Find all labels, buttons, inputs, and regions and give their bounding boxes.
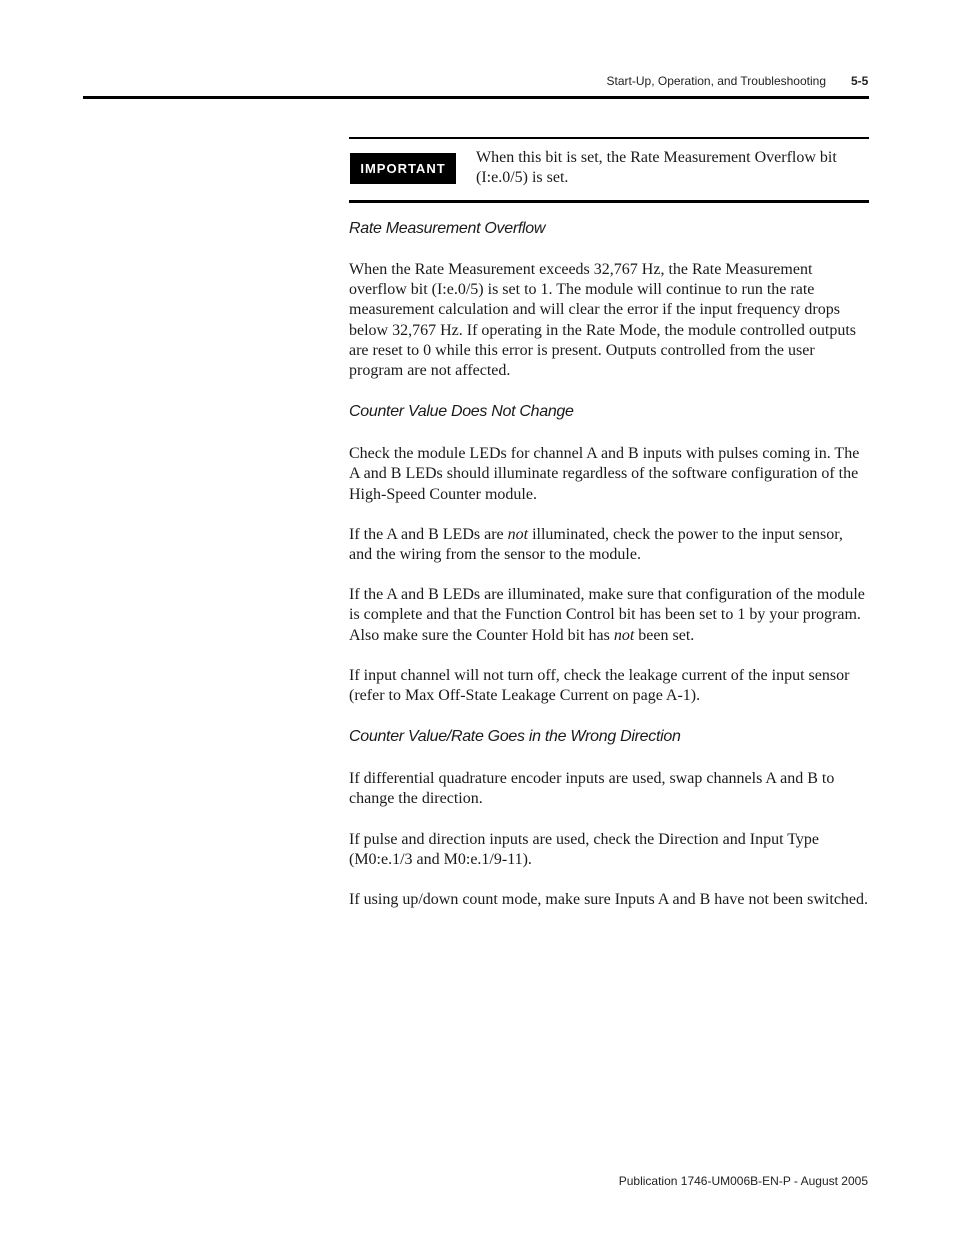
paragraph [349, 525, 869, 565]
emphasis: not [507, 525, 529, 543]
page-number: 5-5 [851, 74, 869, 88]
section-heading-rate-overflow: Rate Measurement Overflow [349, 220, 546, 237]
header-rule [83, 96, 869, 99]
running-header: Start-Up, Operation, and Troubleshooting [606, 74, 826, 88]
paragraph: If input channel will not turn off, check the leakage current of the input sensor (refer to Max Off-State Leakage Current on page A-1). [349, 666, 850, 705]
paragraph [349, 585, 869, 646]
section-heading-counter-no-change: Counter Value Does Not Change [349, 403, 574, 421]
emphasis: not [613, 626, 635, 644]
important-callout [349, 137, 869, 203]
important-text: When this bit is set, the Rate Measurement Overflow bit (I:e.0/5) is set. [476, 149, 837, 186]
section-heading-wrong-direction: Counter Value/Rate Goes in the Wrong Direction [349, 728, 681, 746]
paragraph: If differential quadrature encoder inputs are used, swap channels A and B to change the direction. [349, 770, 835, 808]
paragraph: If using up/down count mode, make sure Inputs A and B have not been switched. [349, 891, 869, 909]
paragraph-text: If the A and B LEDs are [349, 525, 508, 543]
important-label: IMPORTANT [350, 153, 456, 184]
publication-footer: Publication 1746-UM006B-EN-P - August 2005 [618, 1174, 868, 1188]
paragraph-text: If the A and B LEDs are illuminated, make sure that configuration of the module is complete and that the Function Control bit has been set to 1 by your program. Also make sure the Counter Hold bit has [349, 586, 865, 644]
paragraph-text: illuminated, check the power to the input sensor, and the wiring from the sensor to the module. [349, 525, 843, 564]
main-content [349, 217, 869, 910]
paragraph: If pulse and direction inputs are used, check the Direction and Input Type (M0:e.1/3 and M0:e.1/9-11). [349, 830, 819, 868]
paragraph: Check the module LEDs for channel A and B inputs with pulses coming in. The A and B LEDs should illuminate regardless of the software configuration of the High-Speed Counter module. [349, 445, 860, 503]
paragraph-text: been set. [634, 626, 695, 644]
paragraph: When the Rate Measurement exceeds 32,767 Hz, the Rate Measurement overflow bit (I:e.0/5) is set to 1. The module will continue to run the rate measurement calculation and will clear the error if the input frequency drops below 32,767 Hz. If operating in the Rate Mode, the module controlled outputs are reset to 0 while this error is present. Outputs controlled from the user program are not affected. [349, 261, 856, 380]
